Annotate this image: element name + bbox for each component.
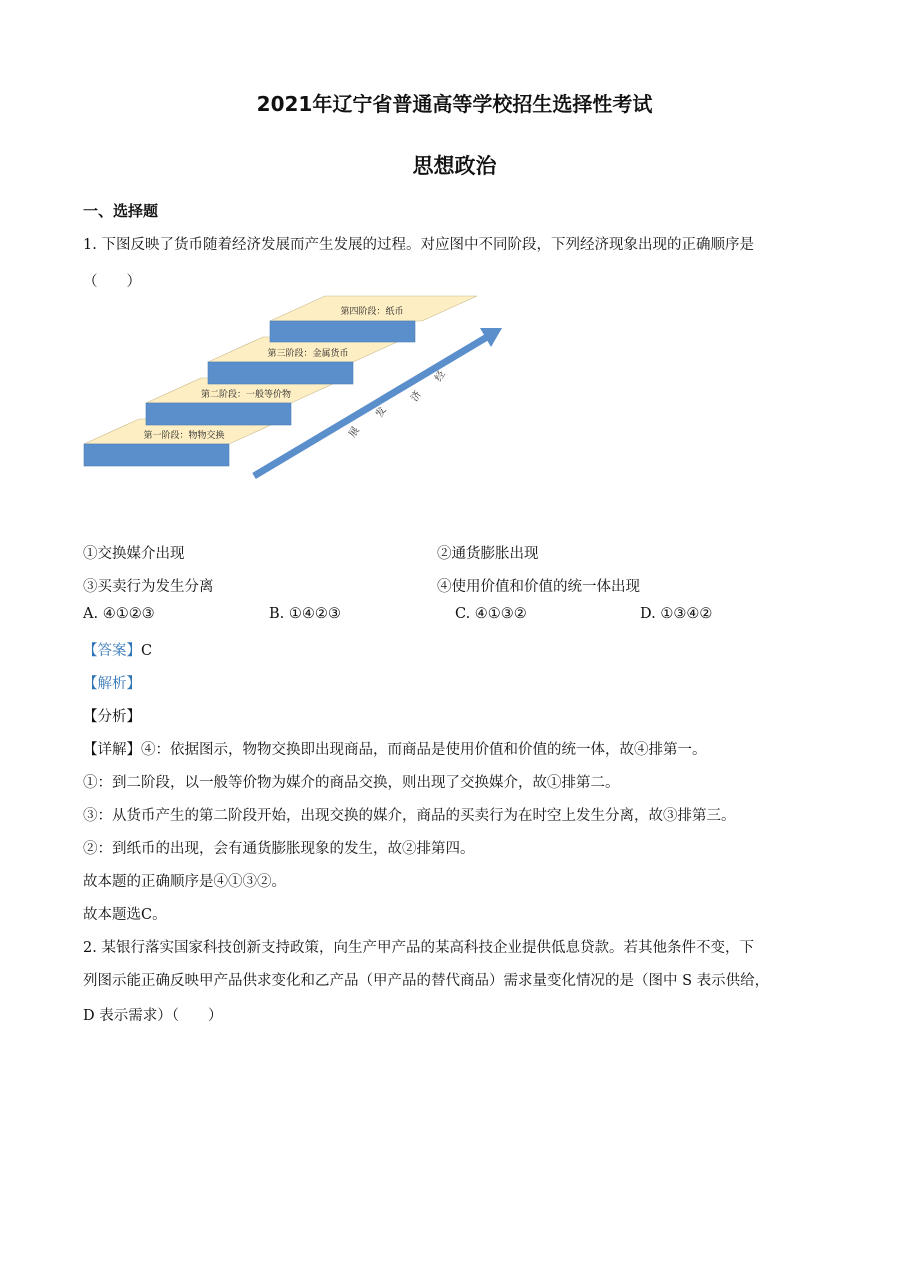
answer-label: 【答案】 [83, 643, 141, 659]
subject-title: 思想政治 [412, 154, 497, 178]
stage-label-3: 第三阶段：金属货币 [267, 349, 349, 359]
detail-line-1: 【详解】④：依据图示，物物交换即出现商品，而商品是使用价值和价值的统一体，故④排第一。 [83, 742, 707, 758]
stage-label-4: 第四阶段：纸币 [340, 307, 404, 317]
detail-line-6: 故本题选C。 [83, 907, 167, 923]
q1-answer-row [83, 639, 152, 660]
q1-option-b: B. ①④②③ [269, 606, 341, 622]
money-development-figure [82, 292, 512, 484]
q1-option-a: A. ④①②③ [83, 606, 155, 622]
arrow-char-3: 发 [374, 405, 389, 420]
detail-line-3: ③：从货币产生的第二阶段开始，出现交换的媒介，商品的买卖行为在时空上发生分离，故③排第三。 [83, 808, 736, 824]
q1-item-4: ④使用价值和价值的统一体出现 [437, 579, 640, 595]
stage-step-1 [84, 419, 284, 466]
detail-line-5: 故本题的正确顺序是④①③②。 [83, 874, 286, 890]
exam-title: 2021年辽宁省普通高等学校招生选择性考试 [256, 92, 653, 116]
section-heading: 一、选择题 [83, 202, 159, 220]
q1-stem-line1: 1. 下图反映了货币随着经济发展而产生发展的过程。对应图中不同阶段，下列经济现象出现的正确顺序是 [83, 237, 754, 253]
q1-option-d: D. ①③④② [640, 606, 713, 622]
fenxi-label: 【分析】 [83, 709, 141, 725]
q1-item-1: ①交换媒介出现 [83, 546, 185, 562]
q1-item-3: ③买卖行为发生分离 [83, 579, 214, 595]
q2-line-3: D 表示需求）（ ） [83, 1008, 223, 1024]
analysis-label: 【解析】 [83, 676, 141, 692]
stage-label-2: 第二阶段：一般等价物 [200, 390, 292, 400]
detail-line-2: ①：到二阶段，以一般等价物为媒介的商品交换，则出现了交换媒介，故①排第二。 [83, 775, 620, 791]
detail-label: 【详解】 [83, 742, 141, 758]
answer-value: C [141, 643, 153, 659]
q2-line-1: 2. 某银行落实国家科技创新支持政策，向生产甲产品的某高科技企业提供低息贷款。若其他条件不变，下 [83, 940, 754, 956]
q1-item-2: ②通货膨胀出现 [437, 546, 539, 562]
arrow-char-1: 经 [433, 369, 448, 384]
stage-step-2 [146, 378, 346, 425]
stage-step-4 [270, 296, 477, 342]
q1-option-c: C. ④①③② [455, 606, 527, 622]
detail-line-4: ②：到纸币的出现，会有通货膨胀现象的发生，故②排第四。 [83, 841, 475, 857]
arrow-char-4: 展 [347, 425, 362, 440]
arrow-char-2: 济 [409, 389, 424, 404]
q2-line-2: 列图示能正确反映甲产品供求变化和乙产品（甲产品的替代商品）需求量变化情况的是（图中 S 表示供给， [83, 973, 770, 989]
q1-stem-line2: （ ） [83, 274, 141, 290]
stage-label-1: 第一阶段：物物交换 [143, 431, 225, 441]
stage-step-3 [208, 337, 408, 384]
